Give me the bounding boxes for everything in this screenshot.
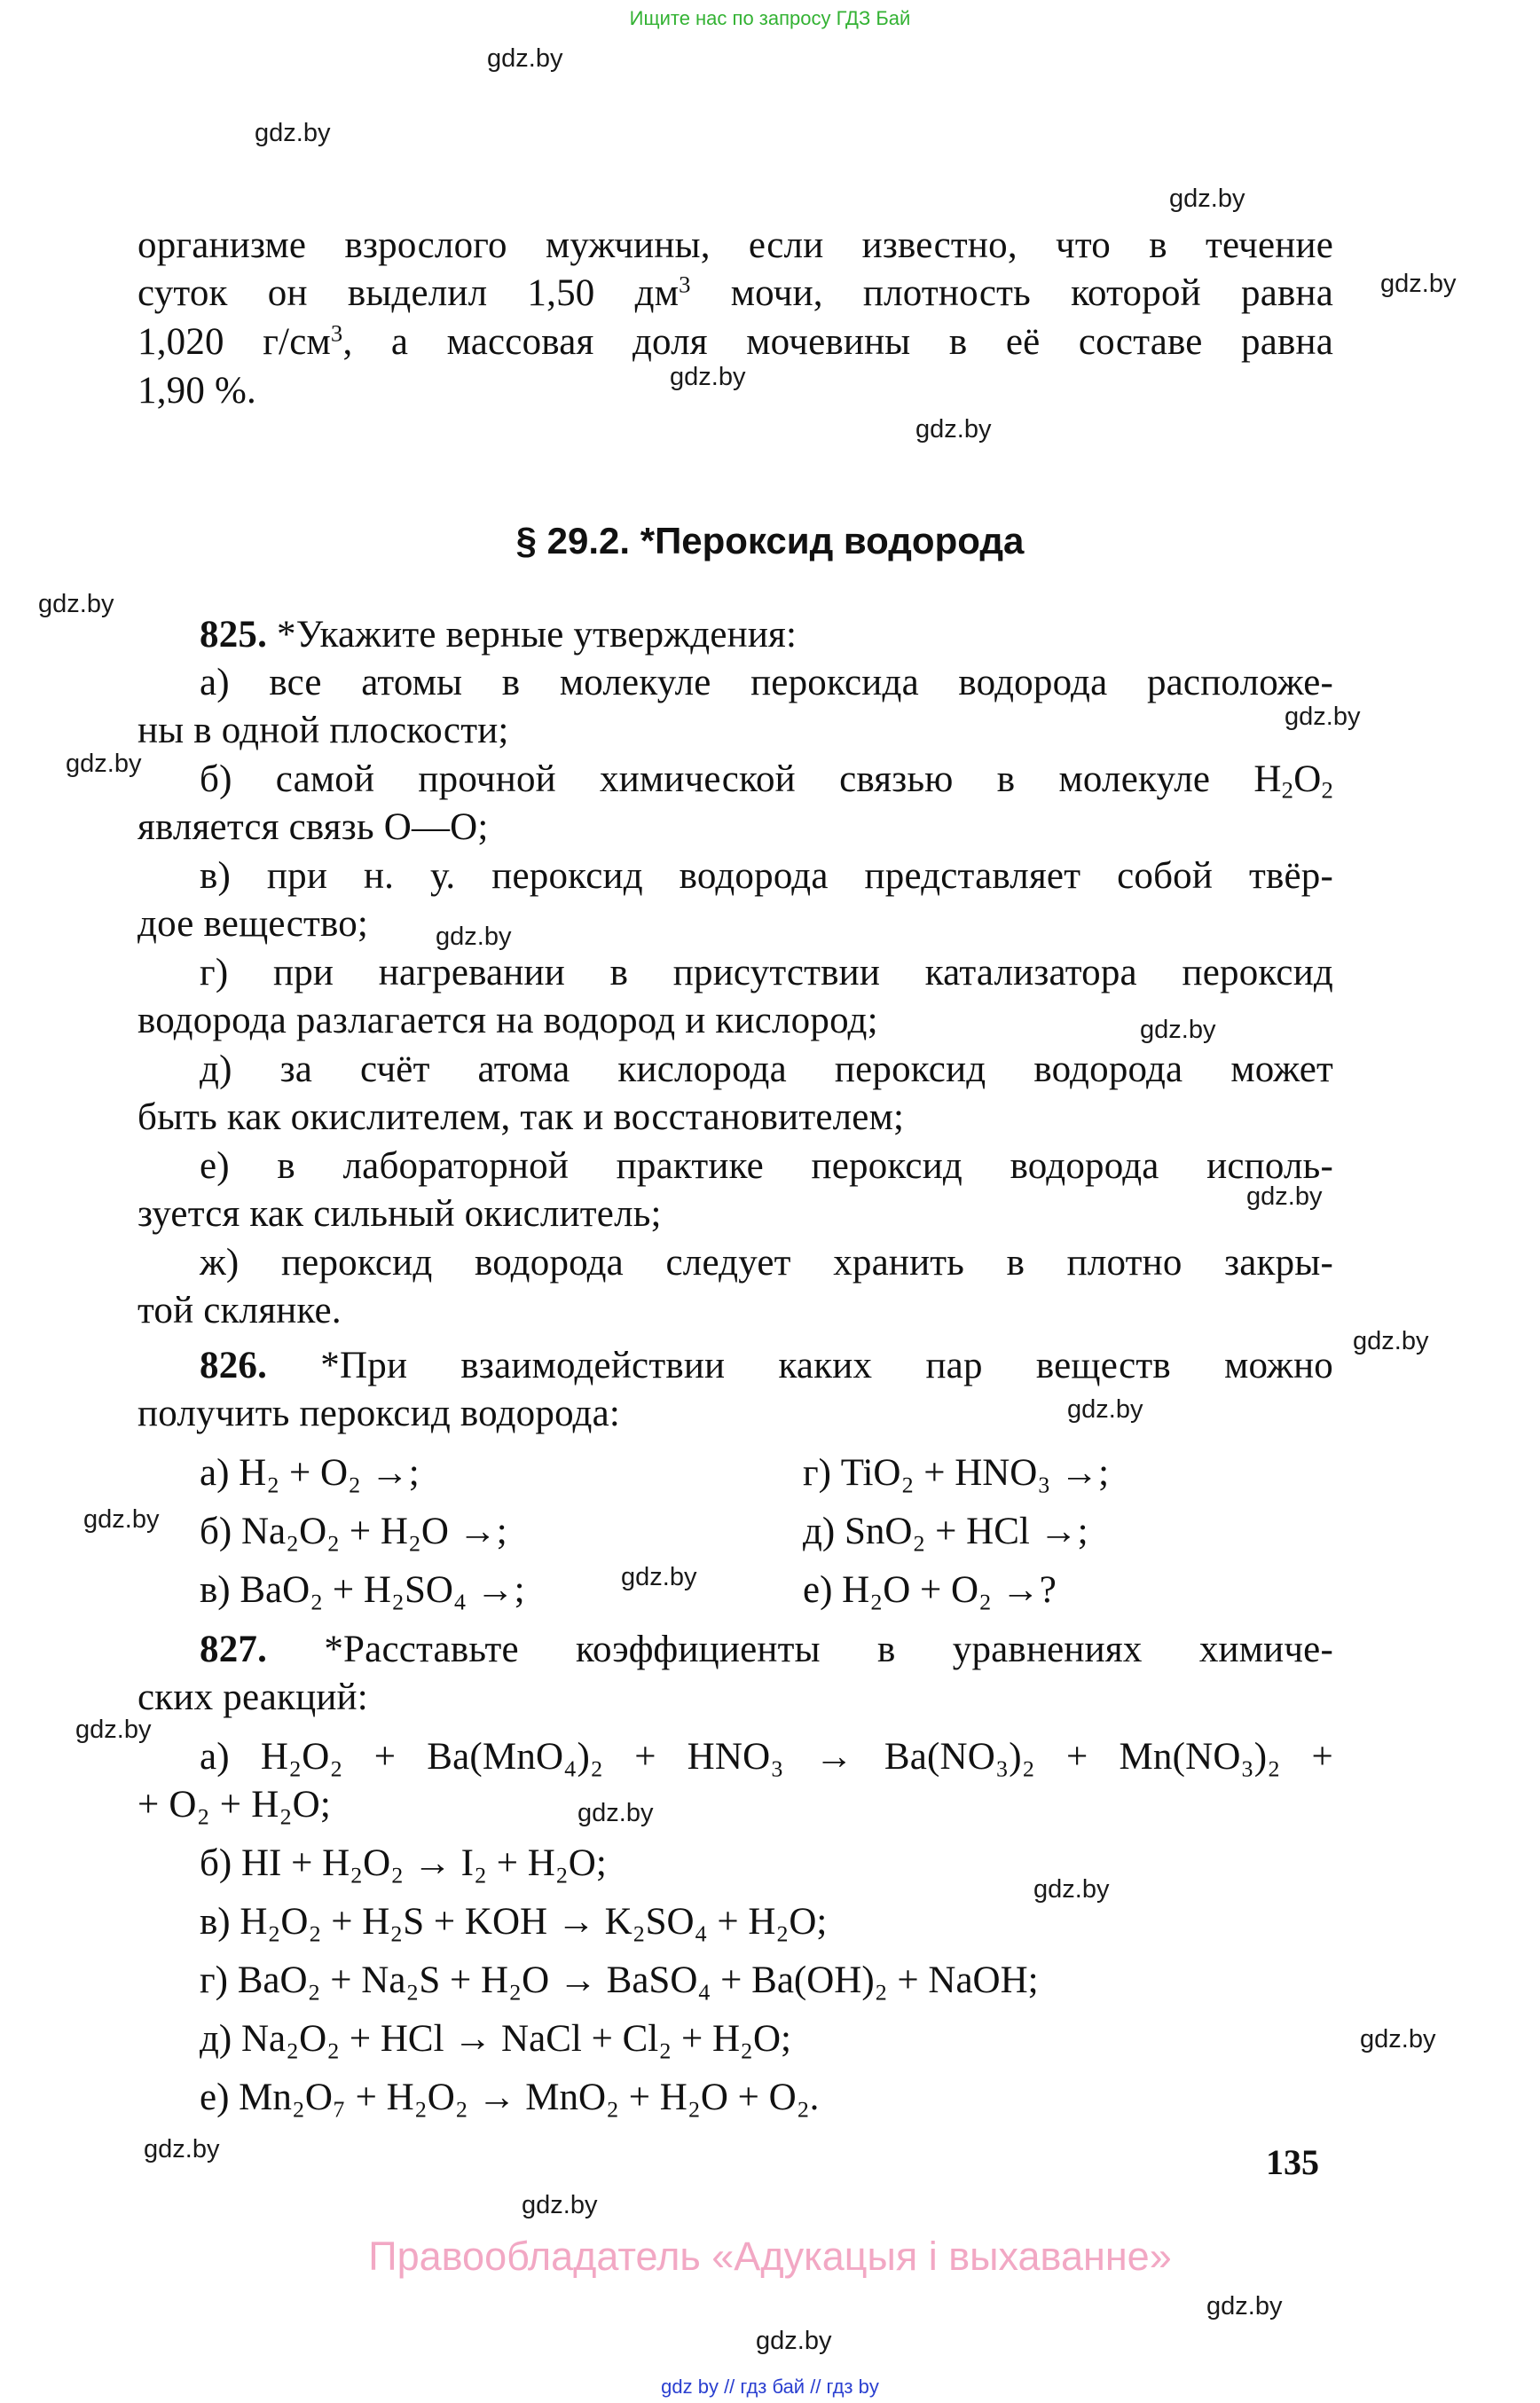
watermark: gdz.by xyxy=(436,923,512,951)
watermark: gdz.by xyxy=(522,2191,598,2219)
task-827-equation-a: + O₂ + H₂O; xyxy=(138,1784,332,1826)
task-827-equation-v: в) H₂O₂ + H₂S + KOH → K₂SO₄ + H₂O; xyxy=(200,1901,828,1943)
top-banner: Ищите нас по запросу ГДЗ Бай xyxy=(629,7,911,29)
watermark: gdz.by xyxy=(1285,703,1361,731)
task-825-option-b: б) самой прочной химической связью в молекуле $H_2O_2$ xyxy=(200,758,1333,804)
task-826-option-a: а) H₂ + O₂ →; xyxy=(200,1452,420,1494)
watermark: gdz.by xyxy=(756,2327,832,2355)
watermark: gdz.by xyxy=(1169,185,1245,213)
watermark: gdz.by xyxy=(1246,1182,1323,1211)
watermark: gdz.by xyxy=(1353,1327,1429,1355)
task-825-title: 825. *Укажите верные утверждения: xyxy=(200,614,798,656)
watermark: gdz.by xyxy=(915,415,992,444)
task-825-option-a: а) все атомы в молекуле пероксида водорода расположе- xyxy=(200,662,1333,703)
watermark: gdz.by xyxy=(144,2135,220,2163)
task-825-option-v: дое вещество; xyxy=(138,903,369,945)
watermark: gdz.by xyxy=(1360,2025,1436,2054)
task-825-option-zh: той склянке. xyxy=(138,1290,342,1331)
task-826-option-v: в) BaO₂ + H₂SO₄ →; xyxy=(200,1569,525,1611)
watermark: gdz.by xyxy=(1206,2292,1283,2321)
watermark: gdz.by xyxy=(255,119,331,147)
task-826-option-e: е) H₂O + O₂ →? xyxy=(803,1569,1057,1611)
watermark: gdz.by xyxy=(38,590,114,618)
watermark: gdz.by xyxy=(75,1716,152,1744)
watermark: gdz.by xyxy=(1140,1016,1216,1044)
watermark: gdz.by xyxy=(621,1563,697,1591)
task-825-option-g: г) при нагревании в присутствии катализатора пероксид xyxy=(200,952,1333,993)
task-826-option-d: д) SnO₂ + HCl →; xyxy=(803,1511,1088,1552)
task-826-option-b: б) Na₂O₂ + H₂O →; xyxy=(200,1511,507,1552)
intro-line: суток он выделил 1,50 $дм^3$ мочи, плотность которой равна xyxy=(138,271,1333,314)
watermark: gdz.by xyxy=(1033,1875,1110,1904)
section-title: § 29.2. *Пероксид водорода xyxy=(515,520,1025,561)
page-number: 135 xyxy=(1266,2142,1319,2182)
task-827-equation-d: д) Na₂O₂ + HCl → NaCl + Cl₂ + H₂O; xyxy=(200,2018,791,2060)
watermark: gdz.by xyxy=(83,1505,160,1534)
task-825-option-zh: ж) пероксид водорода следует хранить в плотно закры- xyxy=(200,1242,1333,1284)
watermark: gdz.by xyxy=(487,44,563,73)
task-827-title: 827. *Расставьте коэффициенты в уравнениях химиче- xyxy=(200,1629,1333,1670)
task-826-option-g: г) TiO₂ + HNO₃ →; xyxy=(803,1452,1110,1494)
intro-line: 1,90 %. xyxy=(138,370,256,412)
intro-line: организме взрослого мужчины, если известно, что в течение xyxy=(138,224,1333,266)
task-827-equation-g: г) BaO₂ + Na₂S + H₂O → BaSO₄ + Ba(OH)₂ + NaOH; xyxy=(200,1959,1039,2001)
task-827-equation-b: б) HI + H₂O₂ → I₂ + H₂O; xyxy=(200,1842,607,1884)
task-825-option-e: зуется как сильный окислитель; xyxy=(138,1193,662,1235)
task-827-equation-e: е) Mn₂O₇ + H₂O₂ → MnO₂ + H₂O + O₂. xyxy=(200,2077,820,2118)
watermark: gdz.by xyxy=(1380,270,1457,298)
intro-line: 1,020 $г/см^3$, а массовая доля мочевины в её составе равна xyxy=(138,319,1333,363)
watermark: gdz.by xyxy=(1067,1395,1143,1424)
task-825-option-a: ны в одной плоскости; xyxy=(138,710,509,751)
task-827-equation-a: а) H₂O₂ + Ba(MnO₄)₂ + HNO₃ → Ba(NO₃)₂ + Mn(NO₃)₂ + xyxy=(200,1736,1333,1778)
task-827-title: ских реакций: xyxy=(138,1677,368,1718)
task-825-option-d: быть как окислителем, так и восстановителем; xyxy=(138,1096,905,1138)
footer-links[interactable]: gdz by // гдз бай // гдз by xyxy=(661,2376,879,2398)
task-825-option-g: водорода разлагается на водород и кислород; xyxy=(138,1000,878,1041)
watermark: gdz.by xyxy=(578,1799,654,1827)
task-825-option-e: е) в лабораторной практике пероксид водорода исполь- xyxy=(200,1145,1333,1187)
watermark: gdz.by xyxy=(66,750,142,778)
task-825-option-b: является связь O—O; xyxy=(138,806,489,848)
task-826-title: получить пероксид водорода: xyxy=(138,1393,621,1434)
rights-holder: Правообладатель «Адукацыя і выхаванне» xyxy=(368,2234,1172,2279)
task-825-option-d: д) за счёт атома кислорода пероксид водорода может xyxy=(200,1048,1333,1090)
task-826-title: 826. *При взаимодействии каких пар веществ можно xyxy=(200,1345,1333,1386)
task-825-option-v: в) при н. у. пероксид водорода представляет собой твёр- xyxy=(200,855,1333,897)
watermark: gdz.by xyxy=(670,363,746,391)
